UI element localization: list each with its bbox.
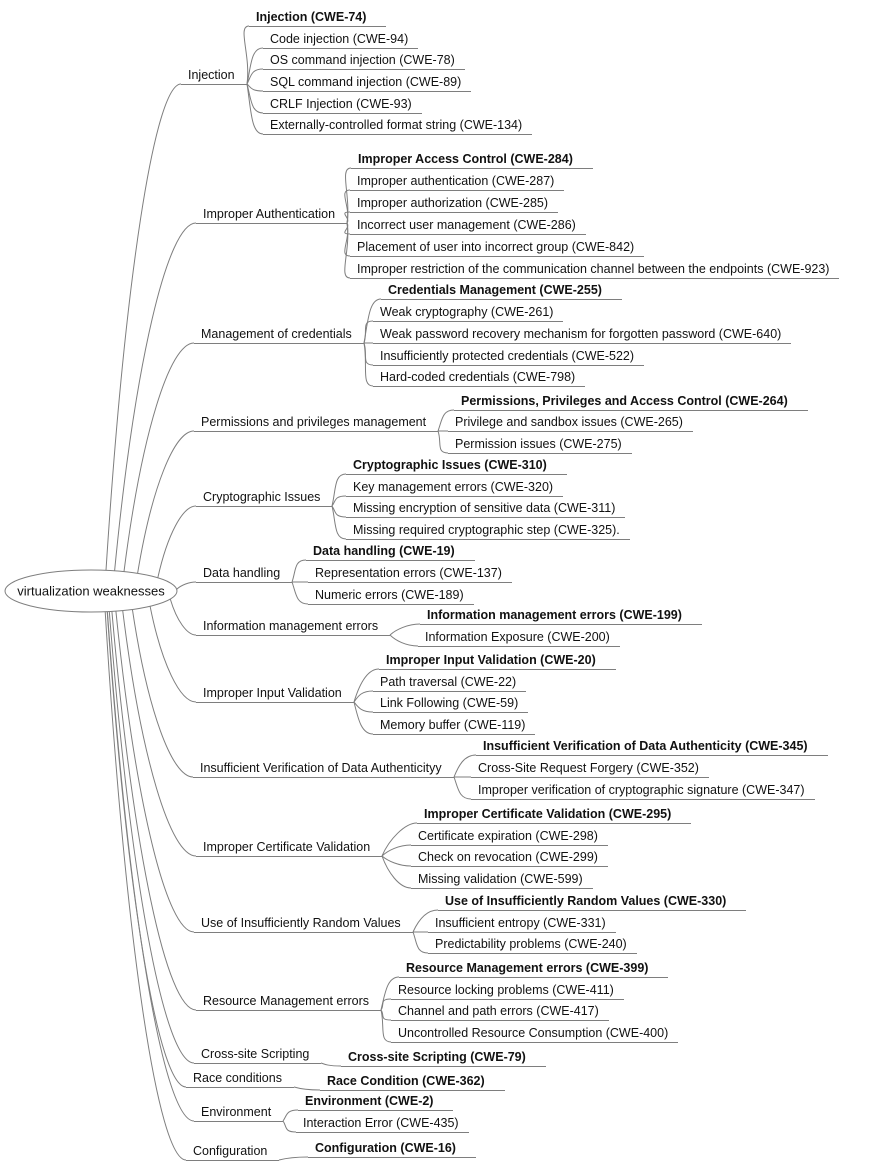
edge-branch-to-leaf xyxy=(292,560,306,582)
branch-label: Insufficient Verification of Data Authenticityy xyxy=(193,760,454,778)
cwe-leaf-label: SQL command injection (CWE-89) xyxy=(263,74,471,92)
cwe-leaf-label: Insufficient entropy (CWE-331) xyxy=(428,915,616,933)
edge-branch-to-leaf xyxy=(354,702,373,734)
edge-branch-to-leaf xyxy=(321,1063,341,1066)
cwe-leaf-label: Memory buffer (CWE-119) xyxy=(373,717,535,735)
cwe-leaf-label: Predictability problems (CWE-240) xyxy=(428,936,637,954)
edge-branch-to-leaf xyxy=(390,635,418,646)
edge-root-to-branch xyxy=(123,611,196,857)
cwe-head-label: Cryptographic Issues (CWE-310) xyxy=(346,457,567,475)
cwe-head-label: Resource Management errors (CWE-399) xyxy=(399,960,668,978)
cwe-leaf-label: Placement of user into incorrect group (CWE-842) xyxy=(350,239,644,257)
cwe-leaf-label: Certificate expiration (CWE-298) xyxy=(411,828,608,846)
edge-root-to-branch xyxy=(107,612,194,1121)
cwe-head-label: Race Condition (CWE-362) xyxy=(320,1073,505,1091)
edge-root-to-branch xyxy=(124,343,194,572)
cwe-head-label: Information management errors (CWE-199) xyxy=(420,607,702,625)
edge-branch-to-leaf xyxy=(354,702,373,712)
cwe-leaf-label: Weak password recovery mechanism for forgotten password (CWE-640) xyxy=(373,326,791,344)
edge-branch-to-leaf xyxy=(382,856,411,888)
cwe-leaf-label: Permission issues (CWE-275) xyxy=(448,436,632,454)
cwe-leaf-label: Resource locking problems (CWE-411) xyxy=(391,982,624,1000)
edge-root-to-branch xyxy=(106,84,181,570)
cwe-leaf-label: Link Following (CWE-59) xyxy=(373,695,528,713)
cwe-leaf-label: Improper verification of cryptographic signature (CWE-347) xyxy=(471,782,815,800)
edge-branch-to-leaf xyxy=(279,1157,308,1160)
cwe-leaf-label: CRLF Injection (CWE-93) xyxy=(263,96,422,114)
branch-label: Information management errors xyxy=(196,618,390,636)
cwe-leaf-label: Incorrect user management (CWE-286) xyxy=(350,217,586,235)
edge-branch-to-leaf xyxy=(364,321,373,343)
edge-branch-to-leaf xyxy=(283,1121,296,1132)
cwe-head-label: Data handling (CWE-19) xyxy=(306,543,475,561)
root-node-label: virtualization weaknesses xyxy=(17,583,165,599)
cwe-head-label: Improper Access Control (CWE-284) xyxy=(351,151,593,169)
branch-label: Improper Certificate Validation xyxy=(196,839,382,857)
cwe-leaf-label: Improper restriction of the communication channel between the endpoints (CWE-923) xyxy=(350,261,839,279)
cwe-leaf-label: Uncontrolled Resource Consumption (CWE-400) xyxy=(391,1025,678,1043)
cwe-leaf-label: Insufficiently protected credentials (CWE-522) xyxy=(373,348,644,366)
branch-label: Configuration xyxy=(186,1143,279,1161)
cwe-leaf-label: Code injection (CWE-94) xyxy=(263,31,418,49)
edge-branch-to-leaf xyxy=(247,84,263,91)
cwe-head-label: Environment (CWE-2) xyxy=(298,1093,453,1111)
edge-root-to-branch xyxy=(150,606,196,702)
edge-branch-to-leaf xyxy=(381,999,391,1010)
cwe-head-label: Improper Input Validation (CWE-20) xyxy=(379,652,616,670)
cwe-leaf-label: Check on revocation (CWE-299) xyxy=(411,849,608,867)
edge-branch-to-leaf xyxy=(454,777,471,799)
cwe-head-label: Configuration (CWE-16) xyxy=(308,1140,476,1158)
cwe-leaf-label: Information Exposure (CWE-200) xyxy=(418,629,620,647)
edge-branch-to-leaf xyxy=(292,582,308,604)
edge-branch-to-leaf xyxy=(294,1087,320,1090)
cwe-leaf-label: Path traversal (CWE-22) xyxy=(373,674,526,692)
cwe-leaf-label: Improper authorization (CWE-285) xyxy=(350,195,558,213)
cwe-head-label: Credentials Management (CWE-255) xyxy=(381,282,622,300)
edge-root-to-branch xyxy=(115,223,196,571)
branch-label: Permissions and privileges management xyxy=(194,414,438,432)
cwe-head-label: Insufficient Verification of Data Authenticity (CWE-345) xyxy=(476,738,828,756)
branch-label: Cross-site Scripting xyxy=(194,1046,321,1064)
cwe-leaf-label: Hard-coded credentials (CWE-798) xyxy=(373,369,585,387)
cwe-leaf-label: OS command injection (CWE-78) xyxy=(263,52,465,70)
cwe-leaf-label: Cross-Site Request Forgery (CWE-352) xyxy=(471,760,709,778)
edge-root-to-branch xyxy=(170,599,196,635)
cwe-leaf-label: Representation errors (CWE-137) xyxy=(308,565,512,583)
edge-root-to-branch xyxy=(158,506,196,578)
branch-label: Race conditions xyxy=(186,1070,294,1088)
cwe-leaf-label: Missing validation (CWE-599) xyxy=(411,871,593,889)
cwe-head-label: Improper Certificate Validation (CWE-295) xyxy=(417,806,691,824)
cwe-leaf-label: Externally-controlled format string (CWE-134) xyxy=(263,117,532,135)
branch-label: Injection xyxy=(181,67,247,85)
cwe-head-label: Use of Insufficiently Random Values (CWE-330) xyxy=(438,893,746,911)
edge-root-to-branch xyxy=(132,609,193,777)
edge-root-to-branch xyxy=(105,612,186,1160)
cwe-leaf-label: Missing required cryptographic step (CWE-325). xyxy=(346,522,630,540)
edge-root-to-branch xyxy=(177,582,196,589)
cwe-leaf-label: Numeric errors (CWE-189) xyxy=(308,587,474,605)
cwe-head-label: Injection (CWE-74) xyxy=(249,9,386,27)
branch-label: Improper Authentication xyxy=(196,206,347,224)
edge-branch-to-leaf xyxy=(390,624,420,635)
branch-label: Resource Management errors xyxy=(196,993,381,1011)
cwe-head-label: Cross-site Scripting (CWE-79) xyxy=(341,1049,546,1067)
branch-label: Environment xyxy=(194,1104,283,1122)
branch-label: Improper Input Validation xyxy=(196,685,354,703)
edge-root-to-branch xyxy=(138,431,194,573)
branch-label: Use of Insufficiently Random Values xyxy=(194,915,413,933)
branch-label: Management of credentials xyxy=(194,326,364,344)
edge-branch-to-leaf xyxy=(438,431,448,453)
cwe-leaf-label: Improper authentication (CWE-287) xyxy=(350,173,564,191)
edge-branch-to-leaf xyxy=(332,474,346,506)
cwe-leaf-label: Channel and path errors (CWE-417) xyxy=(391,1003,609,1021)
cwe-leaf-label: Missing encryption of sensitive data (CWE-311) xyxy=(346,500,625,518)
edge-branch-to-leaf xyxy=(413,932,428,953)
edge-branch-to-leaf xyxy=(382,856,411,866)
cwe-leaf-label: Privilege and sandbox issues (CWE-265) xyxy=(448,414,693,432)
cwe-leaf-label: Key management errors (CWE-320) xyxy=(346,479,563,497)
cwe-head-label: Permissions, Privileges and Access Control (CWE-264) xyxy=(454,393,808,411)
cwe-leaf-label: Weak cryptography (CWE-261) xyxy=(373,304,563,322)
branch-label: Data handling xyxy=(196,565,292,583)
cwe-leaf-label: Interaction Error (CWE-435) xyxy=(296,1115,469,1133)
branch-label: Cryptographic Issues xyxy=(196,489,332,507)
